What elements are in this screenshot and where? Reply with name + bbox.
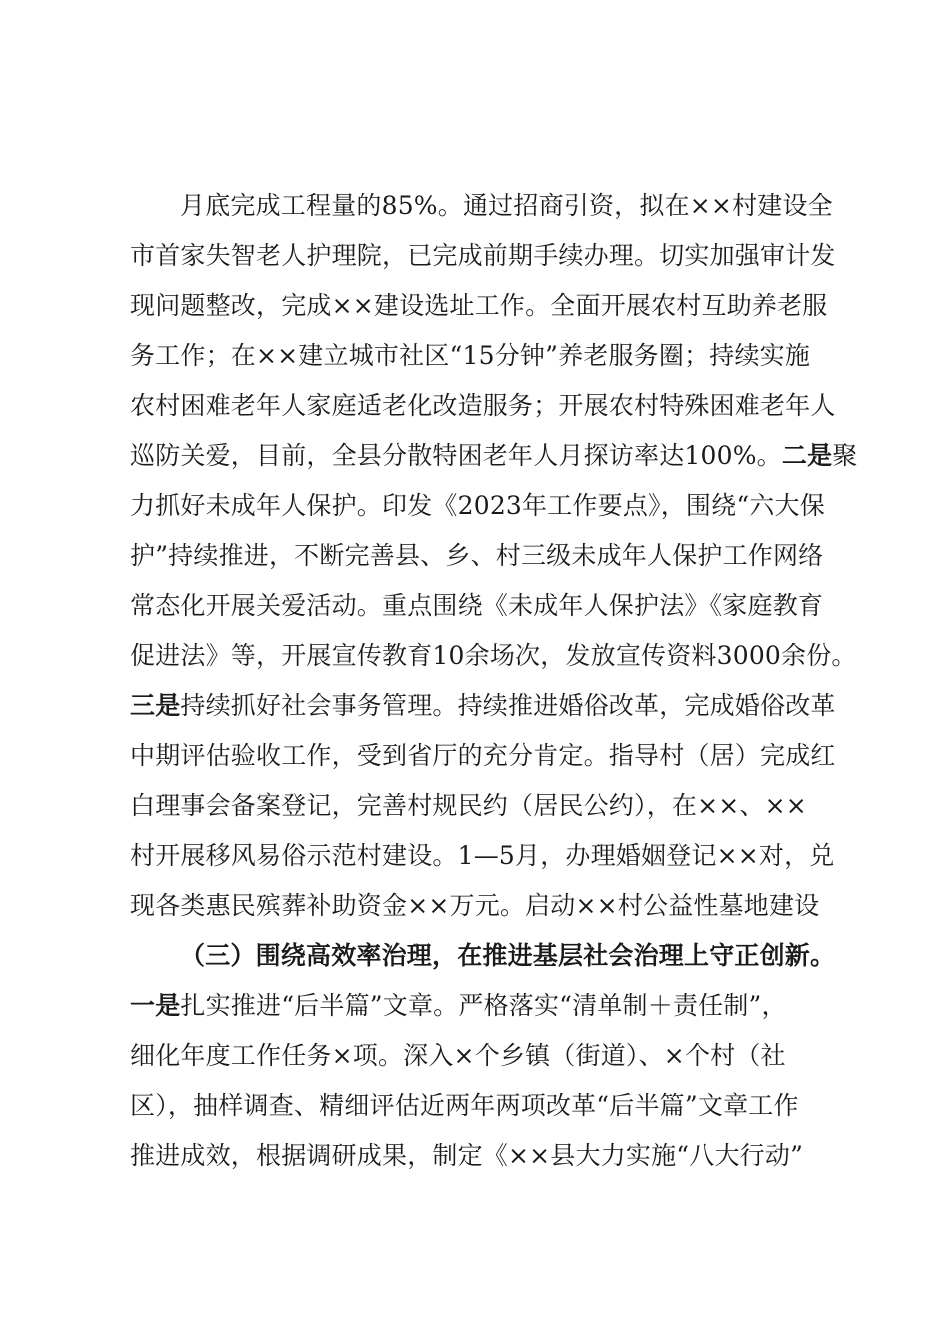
text-line [130,1138,850,1174]
text-line [130,1038,850,1074]
text-line [130,488,850,524]
text-segment: 白理事会备案登记，完善村规民约（居民公约），在××、×× [130,791,807,820]
text-line [130,288,850,324]
text-segment: 持续抓好社会事务管理。持续推进婚俗改革，完成婚俗改革 [180,691,836,720]
text-segment: 区），抽样调查、精细评估近两年两项改革“后半篇”文章工作 [130,1091,799,1120]
text-line [130,438,858,474]
text-line [130,738,850,774]
text-segment: 中期评估验收工作，受到省厅的充分肯定。指导村（居）完成红 [130,741,836,770]
text-line [130,338,850,374]
text-segment: 月底完成工程量的85%。通过招商引资，拟在××村建设全 [180,191,833,220]
text-line [130,238,850,274]
text-segment: 细化年度工作任务×项。深入×个乡镇（街道）、×个村（社 [130,1041,786,1070]
text-segment: 常态化开展关爱活动。重点围绕《未成年人保护法》《家庭教育 [130,591,824,620]
text-segment: 村开展移风易俗示范村建设。1—5月，办理婚姻登记××对，兑 [130,841,835,870]
text-segment: 务工作；在××建立城市社区“15分钟”养老服务圈；持续实施 [130,341,811,370]
bold-lead: 三是 [130,691,181,720]
text-segment: 推进成效，根据调研成果，制定《××县大力实施“八大行动” [130,1141,804,1170]
text-segment: 护”持续推进，不断完善县、乡、村三级未成年人保护工作网络 [130,541,824,570]
bold-lead: 一是 [130,991,181,1020]
text-segment: 聚 [832,441,858,470]
text-segment: 力抓好未成年人保护。印发《2023年工作要点》，围绕“六大保 [130,491,825,520]
text-line [130,788,850,824]
text-line [130,888,850,924]
text-line [130,1088,850,1124]
text-line [130,638,857,674]
text-segment: 现问题整改，完成××建设选址工作。全面开展农村互助养老服 [130,291,828,320]
text-segment: 现各类惠民殡葬补助资金××万元。启动××村公益性墓地建设 [130,891,820,920]
text-segment: 巡防关爱，目前，全县分散特困老年人月探访率达100%。 [130,441,782,470]
text-segment: 促进法》等，开展宣传教育10余场次，发放宣传资料3000余份。 [130,641,857,670]
section-heading-text: （三）围绕高效率治理，在推进基层社会治理上守正创新。 [180,941,836,970]
text-line [130,588,850,624]
text-line [130,538,850,574]
text-line [130,688,850,724]
text-segment: 市首家失智老人护理院，已完成前期手续办理。切实加强审计发 [130,241,836,270]
text-line [130,988,850,1024]
text-line [130,838,850,874]
text-segment: 扎实推进“后半篇”文章。严格落实“清单制＋责任制”， [180,991,787,1020]
text-segment: 农村困难老年人家庭适老化改造服务；开展农村特殊困难老年人 [130,391,836,420]
bold-lead: 二是 [781,441,833,470]
text-line [130,388,850,424]
text-line [180,188,850,224]
section-heading [180,938,850,974]
